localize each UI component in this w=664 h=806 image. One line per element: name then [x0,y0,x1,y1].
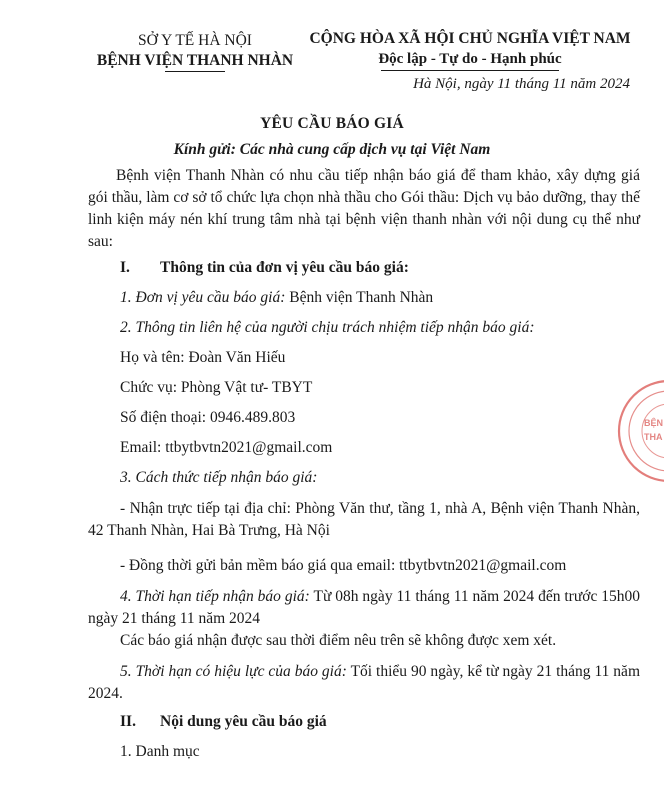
item-1-value: Bệnh viện Thanh Nhàn [285,289,434,306]
national-header [300,29,640,71]
item-4 [88,586,640,630]
item-4-value: Từ 08h ngày 11 tháng 11 năm 2024 đến trước 15h00 ngày 21 tháng 11 năm 2024 [88,588,640,627]
contact-phone: Số điện thoại: 0946.489.803 [120,409,296,426]
item-3-email: - Đồng thời gửi bản mềm báo giá qua email: ttbytbvtn2021@gmail.com [120,557,567,574]
item-3-direct: - Nhận trực tiếp tại địa chỉ: Phòng Văn thư, tầng 1, nhà A, Bệnh viện Thanh Nhàn, 42 Thanh Nhàn, Hai Bà Trưng, Hà Nội [88,500,640,539]
recipient-line: Kính gửi: Các nhà cung cấp dịch vụ tại Việt Nam [173,141,491,158]
document-date: Hà Nội, ngày 11 tháng 11 năm 2024 [413,76,630,92]
issuer-org: SỞ Y TẾ HÀ NỘI [138,32,252,49]
intro-text: Bệnh viện Thanh Nhàn có nhu cầu tiếp nhận báo giá để tham khảo, xây dựng giá gói thầu, làm cơ sở tổ chức lựa chọn nhà thầu cho Gói thầu: Dịch vụ bảo dưỡng, thay thế linh kiện máy nén khí trung tâm nhà tại bệnh viện thanh nhàn với nội dung cụ thể như sau: [88,167,640,250]
contact-name: Họ và tên: Đoàn Văn Hiếu [120,349,286,366]
national-motto: Độc lập - Tự do - Hạnh phúc [378,51,562,67]
item-3-label: 3. Cách thức tiếp nhận báo giá: [120,469,318,486]
item-1 [120,289,433,307]
item-5-label: 5. Thời hạn có hiệu lực của báo giá: [120,663,347,680]
item-5-value: Tối thiểu 90 ngày, kể từ ngày 21 tháng 11 năm 2024. [88,663,640,702]
country-name: CỘNG HÒA XÃ HỘI CHỦ NGHĨA VIỆT NAM [309,30,631,47]
section-2-title: Nội dung yêu cầu báo giá [160,713,327,730]
section-2-item-1: 1. Danh mục [120,743,200,760]
issuer-underline [165,71,225,72]
contact-email: Email: ttbytbvtn2021@gmail.com [120,439,333,456]
late-note: Các báo giá nhận được sau thời điểm nêu trên sẽ không được xem xét. [120,632,557,649]
intro-paragraph [88,165,640,253]
section-1-number: I. [120,259,130,276]
document-title: YÊU CẦU BÁO GIÁ [260,115,404,132]
item-5 [88,661,640,705]
issuer-hospital: BỆNH VIỆN THANH NHÀN [96,52,294,69]
red-seal-stamp [614,376,664,486]
issuer-block [70,31,320,72]
section-1-title: Thông tin của đơn vị yêu cầu báo giá: [160,259,409,276]
svg-text:BỆN: BỆN [644,418,664,428]
section-1-heading [120,259,409,277]
svg-text:THA: THA [644,432,663,442]
contact-position: Chức vụ: Phòng Vật tư- TBYT [120,379,313,396]
item-1-label: 1. Đơn vị yêu cầu báo giá: [120,289,286,306]
section-2-heading [120,713,327,731]
section-2-number: II. [120,713,136,730]
item-2-label: 2. Thông tin liên hệ của người chịu trách nhiệm tiếp nhận báo giá: [120,319,535,336]
motto-underline [381,70,559,71]
item-4-label: 4. Thời hạn tiếp nhận báo giá: [120,588,310,605]
